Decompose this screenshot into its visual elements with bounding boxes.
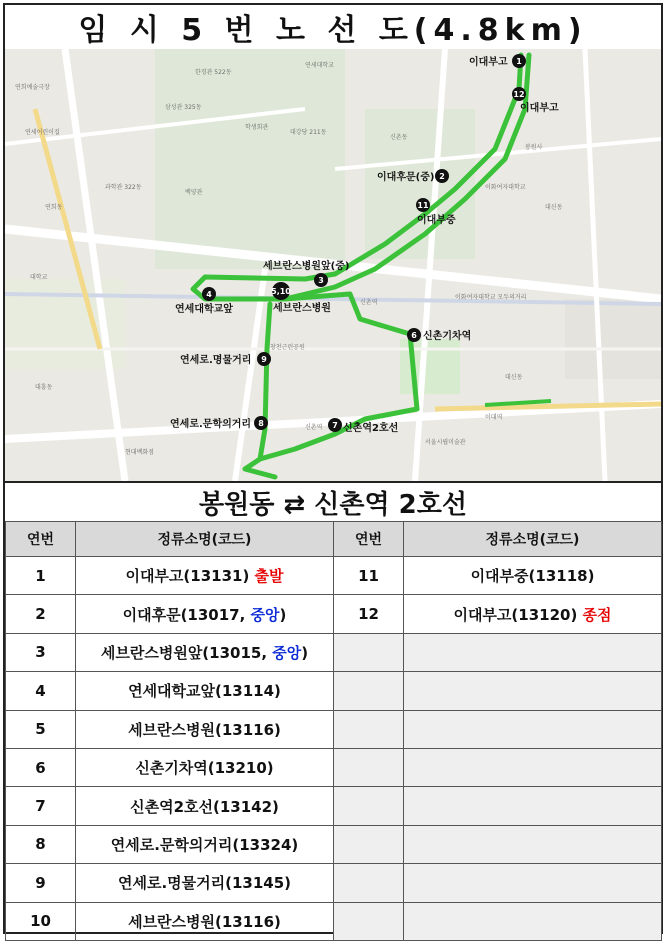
svg-text:창천근린공원: 창천근린공원: [270, 344, 305, 351]
svg-text:11: 11: [417, 201, 429, 210]
svg-text:2: 2: [439, 172, 445, 181]
svg-text:현대백화점: 현대백화점: [125, 449, 154, 456]
svg-text:한경관 522동: 한경관 522동: [195, 69, 232, 76]
col-header-no: 연번: [334, 522, 404, 557]
svg-text:3: 3: [318, 276, 324, 285]
stop-label: 연세대학교앞: [175, 304, 233, 315]
table-row: 3 세브란스병원앞(13015, 중앙): [6, 633, 662, 671]
stop-label: 이대부고: [469, 57, 508, 68]
table-row: 4 연세대학교앞(13114): [6, 672, 662, 710]
svg-text:대학교: 대학교: [30, 274, 48, 281]
table-row: 7 신촌역2호선(13142): [6, 787, 662, 825]
table-header-row: [6, 522, 662, 557]
svg-text:1: 1: [516, 57, 522, 66]
col-header-no: 연번: [6, 522, 76, 557]
stop-label: 세브란스병원: [273, 303, 331, 314]
svg-text:4: 4: [206, 290, 212, 299]
col-header-name: 정류소명(코드): [76, 522, 334, 557]
table-row: 2 이대후문(13017, 중앙) 12 이대부고(13120) 종점: [6, 595, 662, 633]
stop-label: 이대부고: [520, 103, 559, 114]
route-map[interactable]: [5, 49, 661, 483]
svg-text:대신동: 대신동: [545, 204, 563, 211]
stop-label: 세브란스병원앞(중): [263, 261, 350, 272]
svg-text:신촌역: 신촌역: [305, 424, 323, 431]
svg-text:이대역: 이대역: [485, 414, 503, 421]
svg-text:과학관 322동: 과학관 322동: [105, 184, 142, 191]
svg-text:연희예술극장: 연희예술극장: [15, 84, 50, 91]
table-row: 8 연세로.문학의거리(13324): [6, 825, 662, 863]
stop-label: 이대후문(중): [377, 172, 435, 183]
svg-text:8: 8: [258, 419, 264, 428]
svg-text:봉원사: 봉원사: [525, 144, 543, 151]
stop-label: 이대부중: [417, 215, 456, 226]
svg-text:12: 12: [513, 90, 525, 99]
svg-text:연희동: 연희동: [45, 204, 63, 211]
svg-text:신촌역: 신촌역: [360, 299, 378, 306]
table-row: 9 연세로.명물거리(13145): [6, 864, 662, 902]
stop-label: 연세로.문학의거리: [170, 419, 252, 430]
stop-table: [5, 521, 662, 941]
svg-text:6: 6: [411, 331, 417, 340]
table-row: 10 세브란스병원(13116): [6, 902, 662, 940]
svg-text:이화여자대학교: 이화여자대학교: [485, 184, 526, 191]
svg-text:5,10: 5,10: [271, 287, 291, 296]
svg-text:연세어린이집: 연세어린이집: [25, 129, 60, 136]
route-sheet: [3, 3, 663, 934]
svg-text:대흥동: 대흥동: [35, 384, 53, 391]
svg-text:9: 9: [261, 355, 267, 364]
svg-text:백양관: 백양관: [185, 189, 203, 196]
table-row: 1 이대부고(13131) 출발 11 이대부중(13118): [6, 557, 662, 595]
svg-text:7: 7: [332, 421, 338, 430]
svg-text:삼성관 325동: 삼성관 325동: [165, 104, 202, 111]
svg-text:연세대학교: 연세대학교: [305, 62, 334, 69]
svg-text:이화여자대학교 모두의거리: 이화여자대학교 모두의거리: [455, 294, 527, 301]
table-row: 5 세브란스병원(13116): [6, 710, 662, 748]
svg-text:서울시립미술관: 서울시립미술관: [425, 439, 466, 446]
map-canvas: [5, 49, 661, 481]
table-row: 6 신촌기차역(13210): [6, 748, 662, 786]
page-title: 임 시 5 번 노 선 도(4.8km): [5, 5, 661, 51]
svg-text:대강당 211동: 대강당 211동: [290, 129, 327, 136]
stop-label: 신촌역2호선: [343, 423, 399, 434]
stop-label: 연세로.명물거리: [180, 355, 252, 366]
svg-text:신촌동: 신촌동: [390, 134, 408, 141]
svg-text:대신동: 대신동: [505, 374, 523, 381]
route-subtitle: 봉원동 ⇄ 신촌역 2호선: [5, 483, 661, 522]
stop-label: 신촌기차역: [423, 331, 472, 342]
svg-text:학생회관: 학생회관: [245, 124, 269, 131]
col-header-name: 정류소명(코드): [404, 522, 662, 557]
